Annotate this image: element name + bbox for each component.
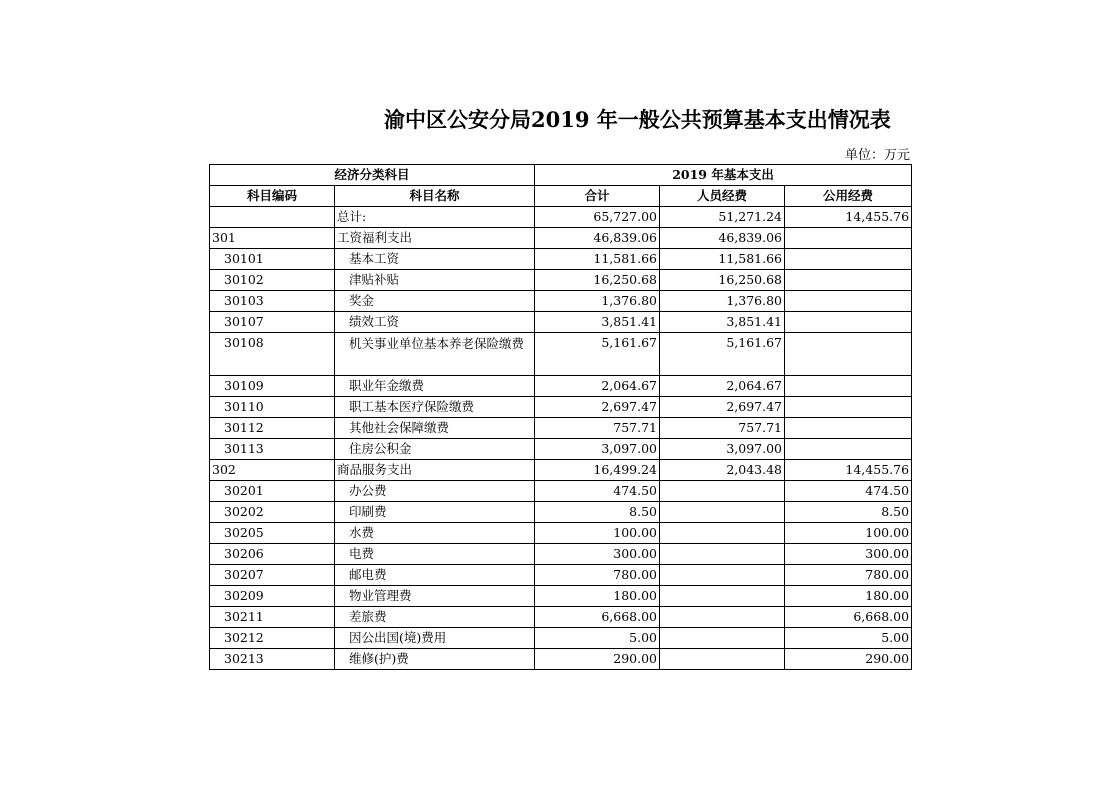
row-personnel	[660, 544, 785, 565]
col-personnel-header: 人员经费	[660, 186, 785, 207]
row-personnel	[660, 523, 785, 544]
row-name: 职工基本医疗保险缴费	[335, 397, 535, 418]
row-personnel: 3,851.41	[660, 312, 785, 333]
row-total: 180.00	[535, 586, 660, 607]
row-total: 757.71	[535, 418, 660, 439]
row-name: 因公出国(境)费用	[335, 628, 535, 649]
row-public	[785, 291, 912, 312]
row-personnel	[660, 649, 785, 670]
row-personnel: 3,097.00	[660, 439, 785, 460]
row-public	[785, 228, 912, 249]
row-public: 100.00	[785, 523, 912, 544]
row-code: 301	[210, 228, 335, 249]
row-personnel: 11,581.66	[660, 249, 785, 270]
budget-table	[209, 164, 912, 670]
row-personnel: 757.71	[660, 418, 785, 439]
row-public: 290.00	[785, 649, 912, 670]
row-total: 6,668.00	[535, 607, 660, 628]
table-row	[210, 502, 912, 523]
row-total: 780.00	[535, 565, 660, 586]
row-public: 5.00	[785, 628, 912, 649]
row-code: 30103	[210, 291, 335, 312]
row-personnel	[660, 628, 785, 649]
row-code: 30202	[210, 502, 335, 523]
row-personnel	[660, 607, 785, 628]
row-total: 16,499.24	[535, 460, 660, 481]
table-row	[210, 649, 912, 670]
row-personnel: 2,697.47	[660, 397, 785, 418]
row-name: 职业年金缴费	[335, 376, 535, 397]
row-total: 1,376.80	[535, 291, 660, 312]
row-name: 商品服务支出	[335, 460, 535, 481]
row-code: 30205	[210, 523, 335, 544]
row-code: 30107	[210, 312, 335, 333]
table-row	[210, 586, 912, 607]
table-row	[210, 544, 912, 565]
row-name: 住房公积金	[335, 439, 535, 460]
summary-public: 14,455.76	[785, 207, 912, 228]
row-public: 6,668.00	[785, 607, 912, 628]
summary-total: 65,727.00	[535, 207, 660, 228]
row-code: 30207	[210, 565, 335, 586]
table-row	[210, 523, 912, 544]
row-public: 300.00	[785, 544, 912, 565]
row-personnel	[660, 565, 785, 586]
row-total: 5.00	[535, 628, 660, 649]
row-total: 2,697.47	[535, 397, 660, 418]
row-personnel	[660, 502, 785, 523]
row-code: 30212	[210, 628, 335, 649]
row-code: 30108	[210, 333, 335, 376]
table-row	[210, 418, 912, 439]
row-name: 维修(护)费	[335, 649, 535, 670]
row-name: 邮电费	[335, 565, 535, 586]
row-total: 5,161.67	[535, 333, 660, 376]
col-total-header: 合计	[535, 186, 660, 207]
row-code: 30109	[210, 376, 335, 397]
row-total: 3,851.41	[535, 312, 660, 333]
col-name-header: 科目名称	[335, 186, 535, 207]
row-public	[785, 397, 912, 418]
header-group-right: 2019 年基本支出	[535, 165, 912, 186]
row-code: 30213	[210, 649, 335, 670]
row-name: 工资福利支出	[335, 228, 535, 249]
row-name: 机关事业单位基本养老保险缴费	[335, 333, 535, 376]
row-public	[785, 439, 912, 460]
row-name: 津贴补贴	[335, 270, 535, 291]
col-code-header: 科目编码	[210, 186, 335, 207]
row-total: 290.00	[535, 649, 660, 670]
table-row	[210, 333, 912, 376]
row-code: 30102	[210, 270, 335, 291]
row-total: 300.00	[535, 544, 660, 565]
row-public: 780.00	[785, 565, 912, 586]
row-name: 绩效工资	[335, 312, 535, 333]
table-row	[210, 312, 912, 333]
table-row	[210, 376, 912, 397]
table-row	[210, 565, 912, 586]
table-row	[210, 481, 912, 502]
summary-label: 总计:	[335, 207, 535, 228]
row-name: 电费	[335, 544, 535, 565]
summary-code	[210, 207, 335, 228]
summary-row	[210, 207, 912, 228]
row-public: 8.50	[785, 502, 912, 523]
row-public	[785, 376, 912, 397]
row-personnel: 46,839.06	[660, 228, 785, 249]
row-code: 30110	[210, 397, 335, 418]
row-personnel: 1,376.80	[660, 291, 785, 312]
row-code: 30101	[210, 249, 335, 270]
table-row	[210, 397, 912, 418]
row-name: 水费	[335, 523, 535, 544]
row-total: 16,250.68	[535, 270, 660, 291]
summary-personnel: 51,271.24	[660, 207, 785, 228]
row-personnel: 16,250.68	[660, 270, 785, 291]
unit-label: 单位：万元	[844, 148, 910, 163]
row-public: 14,455.76	[785, 460, 912, 481]
row-public: 180.00	[785, 586, 912, 607]
row-code: 30209	[210, 586, 335, 607]
row-name: 印刷费	[335, 502, 535, 523]
row-public: 474.50	[785, 481, 912, 502]
row-total: 100.00	[535, 523, 660, 544]
col-public-header: 公用经费	[785, 186, 912, 207]
row-total: 11,581.66	[535, 249, 660, 270]
row-personnel: 2,064.67	[660, 376, 785, 397]
table-row	[210, 628, 912, 649]
row-public	[785, 333, 912, 376]
table-row	[210, 439, 912, 460]
row-personnel	[660, 481, 785, 502]
row-personnel: 5,161.67	[660, 333, 785, 376]
header-group-row	[210, 165, 912, 186]
table-row	[210, 249, 912, 270]
row-name: 其他社会保障缴费	[335, 418, 535, 439]
row-code: 30201	[210, 481, 335, 502]
table-row	[210, 270, 912, 291]
row-code: 30113	[210, 439, 335, 460]
row-public	[785, 312, 912, 333]
row-total: 46,839.06	[535, 228, 660, 249]
row-code: 30206	[210, 544, 335, 565]
page-title: 渝中区公安分局2019 年一般公共预算基本支出情况表	[384, 107, 891, 132]
header-row	[210, 186, 912, 207]
table-row	[210, 291, 912, 312]
header-group-left: 经济分类科目	[210, 165, 535, 186]
row-name: 办公费	[335, 481, 535, 502]
table-row	[210, 460, 912, 481]
row-personnel	[660, 586, 785, 607]
table-row	[210, 228, 912, 249]
table-row	[210, 607, 912, 628]
row-public	[785, 249, 912, 270]
row-code: 302	[210, 460, 335, 481]
row-public	[785, 418, 912, 439]
row-name: 物业管理费	[335, 586, 535, 607]
row-name: 奖金	[335, 291, 535, 312]
row-code: 30211	[210, 607, 335, 628]
row-total: 474.50	[535, 481, 660, 502]
row-total: 3,097.00	[535, 439, 660, 460]
row-name: 基本工资	[335, 249, 535, 270]
row-total: 8.50	[535, 502, 660, 523]
row-public	[785, 270, 912, 291]
row-total: 2,064.67	[535, 376, 660, 397]
row-personnel: 2,043.48	[660, 460, 785, 481]
row-name: 差旅费	[335, 607, 535, 628]
row-code: 30112	[210, 418, 335, 439]
